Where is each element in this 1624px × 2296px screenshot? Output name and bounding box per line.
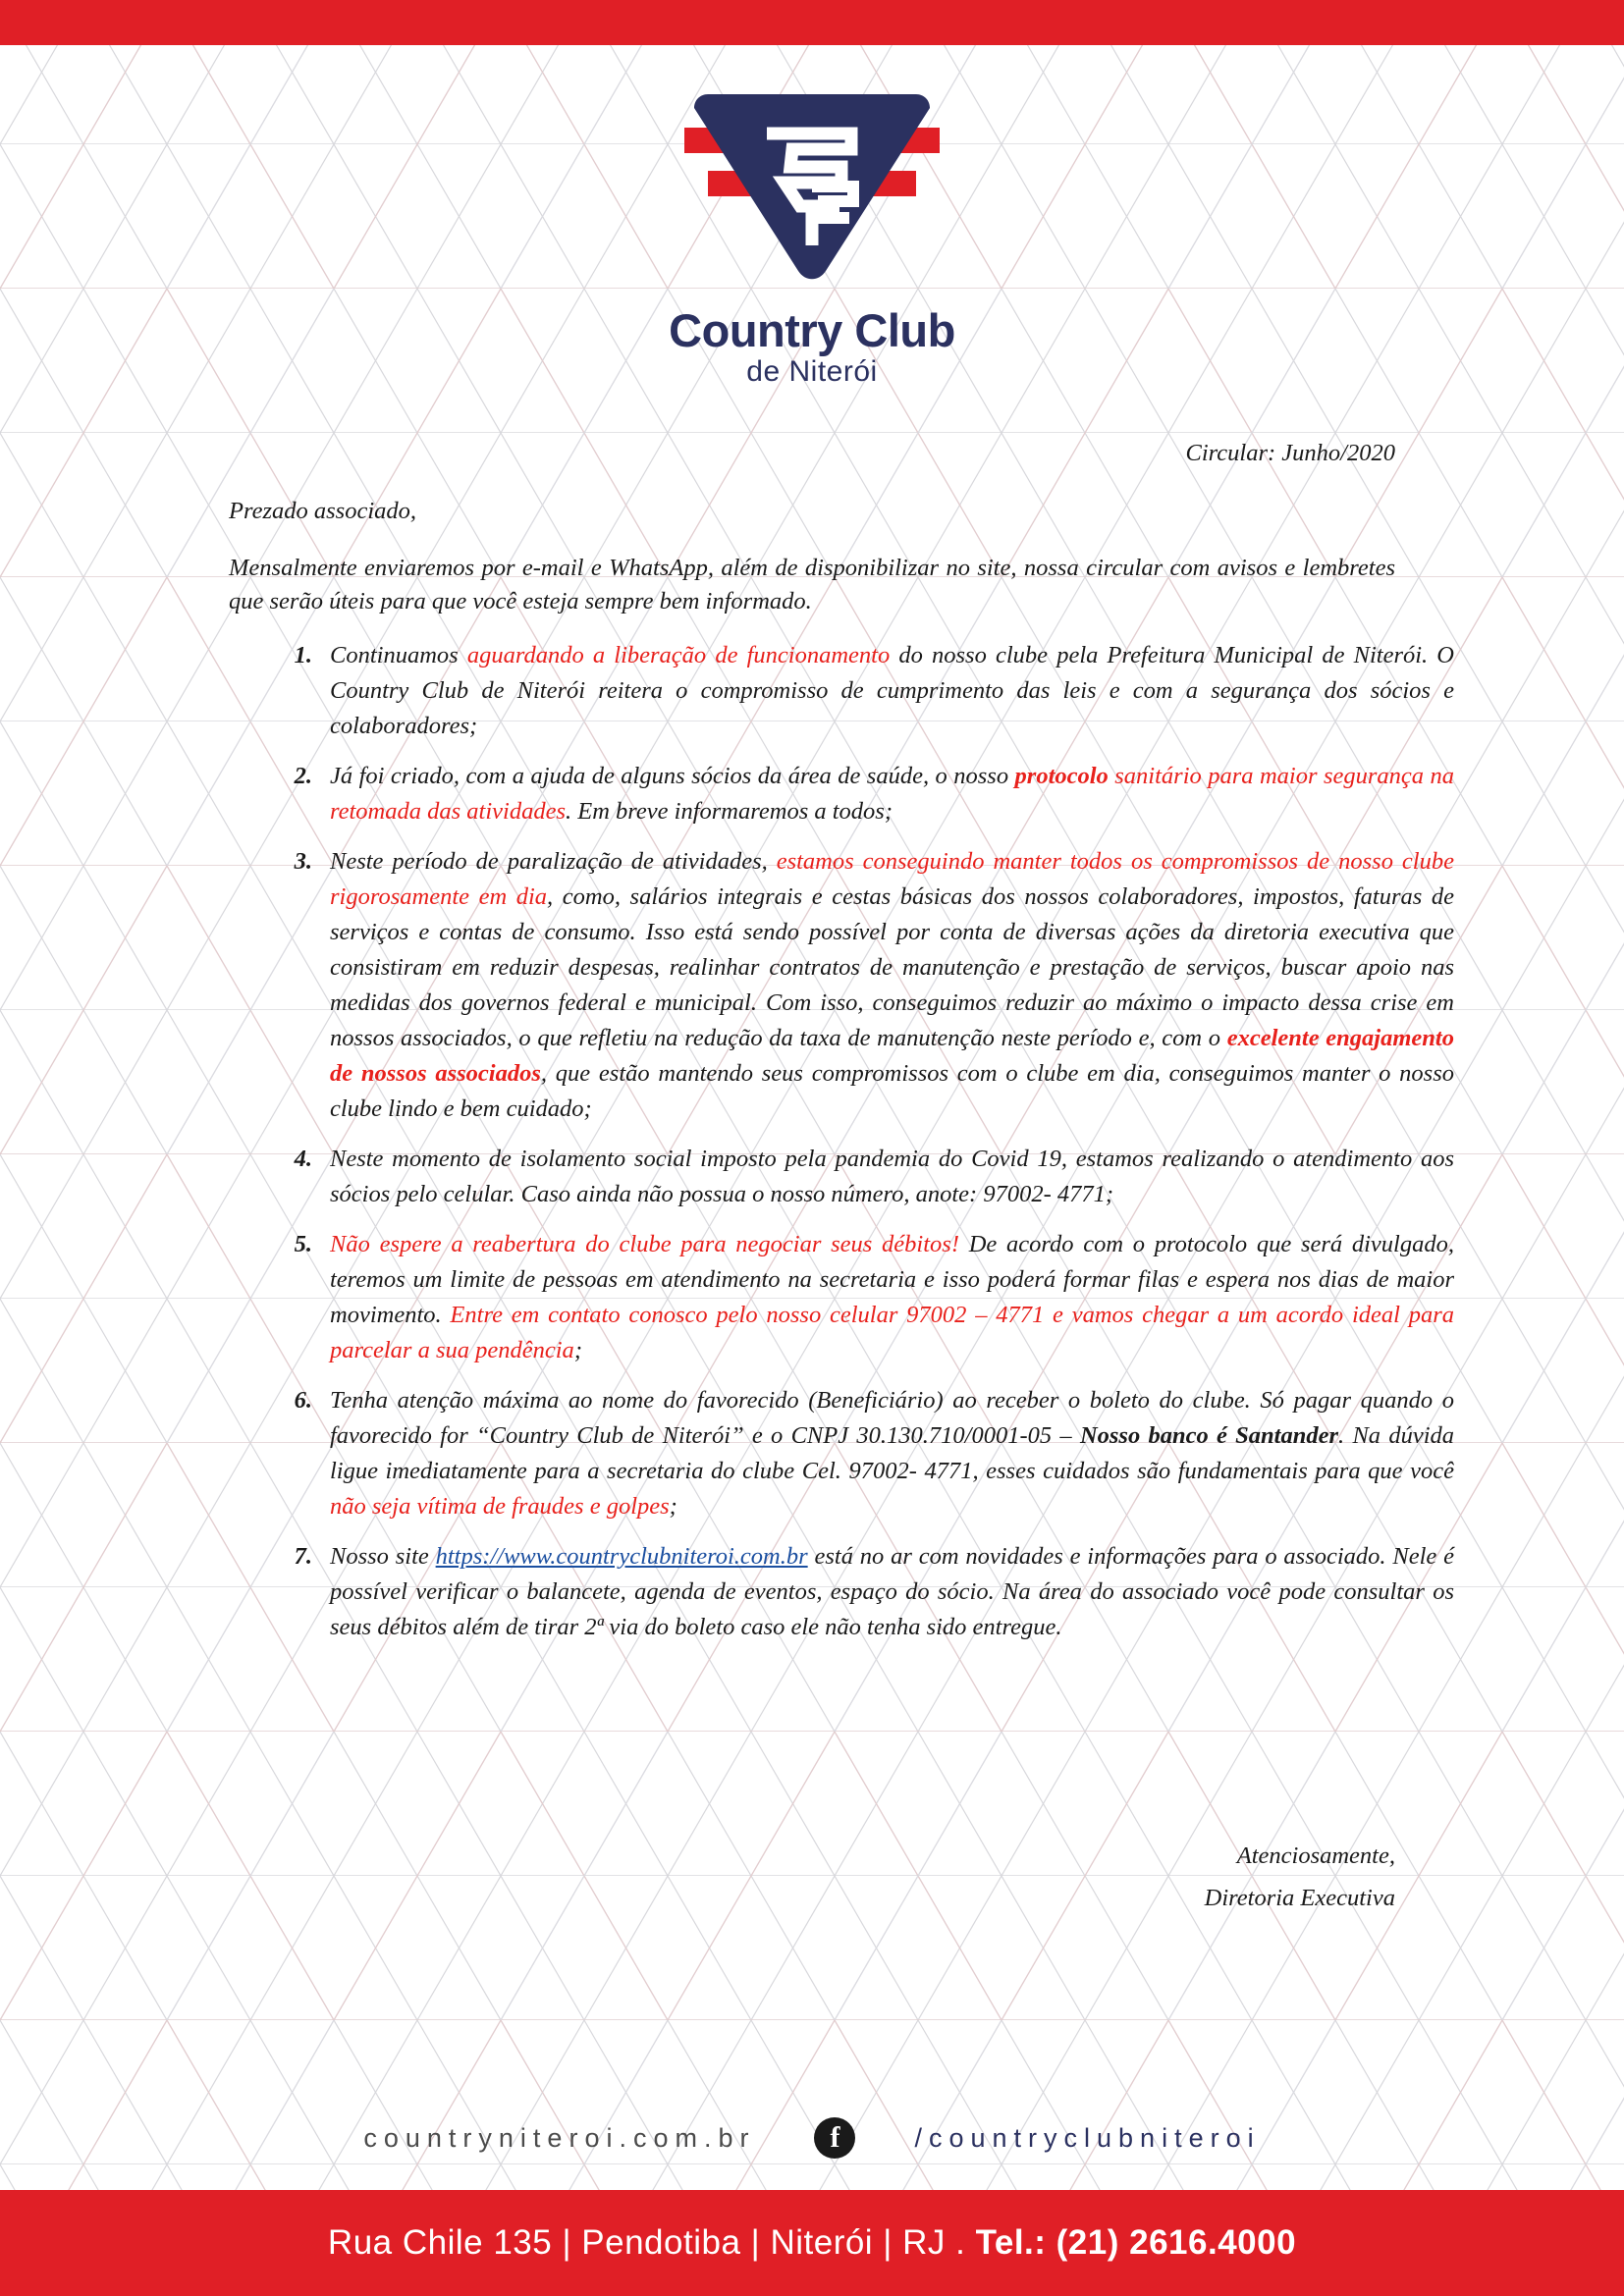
footer-social-row: [0, 2117, 1624, 2159]
list-item: [330, 1383, 1454, 1524]
signoff: [1205, 1836, 1395, 1920]
text-run: Tenha atenção máxima ao nome do favorecido (Beneficiário) ao receber o boleto do clube. Só pagar quando o favorecido for “Country Club de Niterói” e o CNPJ 30.130.710/0001-05 –: [330, 1387, 1454, 1449]
text-run: Nosso banco é Santander: [1079, 1422, 1339, 1449]
text-run: excelente engajamento de nossos associados: [330, 1025, 1454, 1087]
club-logo: [0, 77, 1624, 389]
text-run: sanitário para maior segurança na retomada das atividades: [330, 763, 1454, 825]
text-run: Nosso site: [330, 1543, 436, 1570]
text-run: Neste momento de isolamento social imposto pela pandemia do Covid 19, estamos realizando o atendimento aos sócios pelo celular. Caso ainda não possua o nosso número, anote: 97002- 4771;: [330, 1146, 1454, 1207]
numbered-items-list: [273, 638, 1454, 1660]
signoff-line-1: Atenciosamente,: [1236, 1842, 1395, 1869]
bottom-red-bar: [0, 2190, 1624, 2296]
list-item: [330, 1539, 1454, 1645]
intro-paragraph: Mensalmente enviaremos por e-mail e WhatsApp, além de disponibilizar no site, nossa circular com avisos e lembretes que serão úteis para que você esteja sempre bem informado.: [229, 555, 1395, 614]
list-item: [330, 1142, 1454, 1212]
text-run: . Na dúvida ligue imediatamente para a secretaria do clube Cel. 97002- 4771, esses cuidados são fundamentais para que você: [330, 1422, 1454, 1484]
list-item: [330, 759, 1454, 829]
footer-address: [328, 2223, 1296, 2263]
footer-website[interactable]: countryniteroi.com.br: [363, 2122, 756, 2153]
footer-facebook-handle[interactable]: /countryclubniteroi: [914, 2122, 1261, 2153]
text-run: Não espere a reabertura do clube para negociar seus débitos!: [330, 1231, 959, 1257]
text-run: , que estão mantendo seus compromissos com o clube em dia, conseguimos manter o nosso clube lindo e bem cuidado;: [330, 1060, 1454, 1122]
text-run: ;: [573, 1337, 582, 1363]
logo-title: Country Club: [669, 304, 955, 356]
footer-address-plain: Rua Chile 135 | Pendotiba | Niterói | RJ .: [327, 2223, 976, 2262]
greeting: Prezado associado,: [229, 498, 416, 524]
signoff-line-2: Diretoria Executiva: [1204, 1884, 1395, 1911]
facebook-icon[interactable]: f: [814, 2117, 855, 2159]
text-run: protocolo: [1014, 763, 1109, 789]
text-run: Continuamos: [330, 642, 467, 668]
text-run: estamos conseguindo manter todos os compromissos de nosso clube rigorosamente em dia: [330, 848, 1454, 910]
logo-subtitle: de Niterói: [746, 355, 878, 388]
text-run: , como, salários integrais e cestas básicas dos nossos colaboradores, impostos, faturas de serviços e contas de consumo. Isso está sendo possível por conta de diversas ações da diretoria executiva que consistiram em reduzir despesas, realinhar contratos de manutenção e prestação de serviços, buscar apoio nas medidas dos governos federal e municipal. Com isso, conseguimos reduzir ao máximo o impacto dessa crise em nossos associados, o que refletiu na redução da taxa de manutenção neste período e, com o: [330, 883, 1455, 1051]
top-red-bar: [0, 0, 1624, 45]
text-run: ;: [669, 1493, 677, 1520]
list-item: [330, 1227, 1454, 1368]
text-run: do nosso clube pela Prefeitura Municipal de Niterói. O Country Club de Niterói reitera o compromisso de cumprimento das leis e com a segurança dos sócios e colaboradores;: [330, 642, 1455, 739]
list-item: [330, 844, 1454, 1127]
text-run: . Em breve informaremos a todos;: [566, 798, 893, 825]
text-run: não seja vítima de fraudes e golpes: [330, 1493, 670, 1520]
list-item: [330, 638, 1454, 744]
circular-date: Circular: Junho/2020: [1185, 440, 1395, 466]
text-run: Neste período de paralização de atividades,: [330, 848, 777, 875]
logo-mark-icon: [665, 77, 959, 297]
text-run: Entre em contato conosco pelo nosso celular 97002 – 4771 e vamos chegar a um acordo ideal para parcelar a sua pendência: [330, 1302, 1455, 1363]
text-run: Já foi criado, com a ajuda de alguns sócios da área de saúde, o nosso: [330, 763, 1015, 789]
footer-phone: Tel.: (21) 2616.4000: [975, 2223, 1297, 2262]
text-run: está no ar com novidades e informações para o associado. Nele é possível verificar o balancete, agenda de eventos, espaço do sócio. Na área do associado você pode consultar os seus débitos além de tirar 2ª via do boleto caso ele não tenha sido entregue.: [330, 1543, 1454, 1640]
text-run: De acordo com o protocolo que será divulgado, teremos um limite de pessoas em atendimento na secretaria e isso poderá formar filas e espera nos dias de maior movimento.: [330, 1231, 1454, 1328]
text-run: aguardando a liberação de funcionamento: [466, 642, 891, 668]
website-link[interactable]: https://www.countryclubniteroi.com.br: [435, 1543, 808, 1570]
